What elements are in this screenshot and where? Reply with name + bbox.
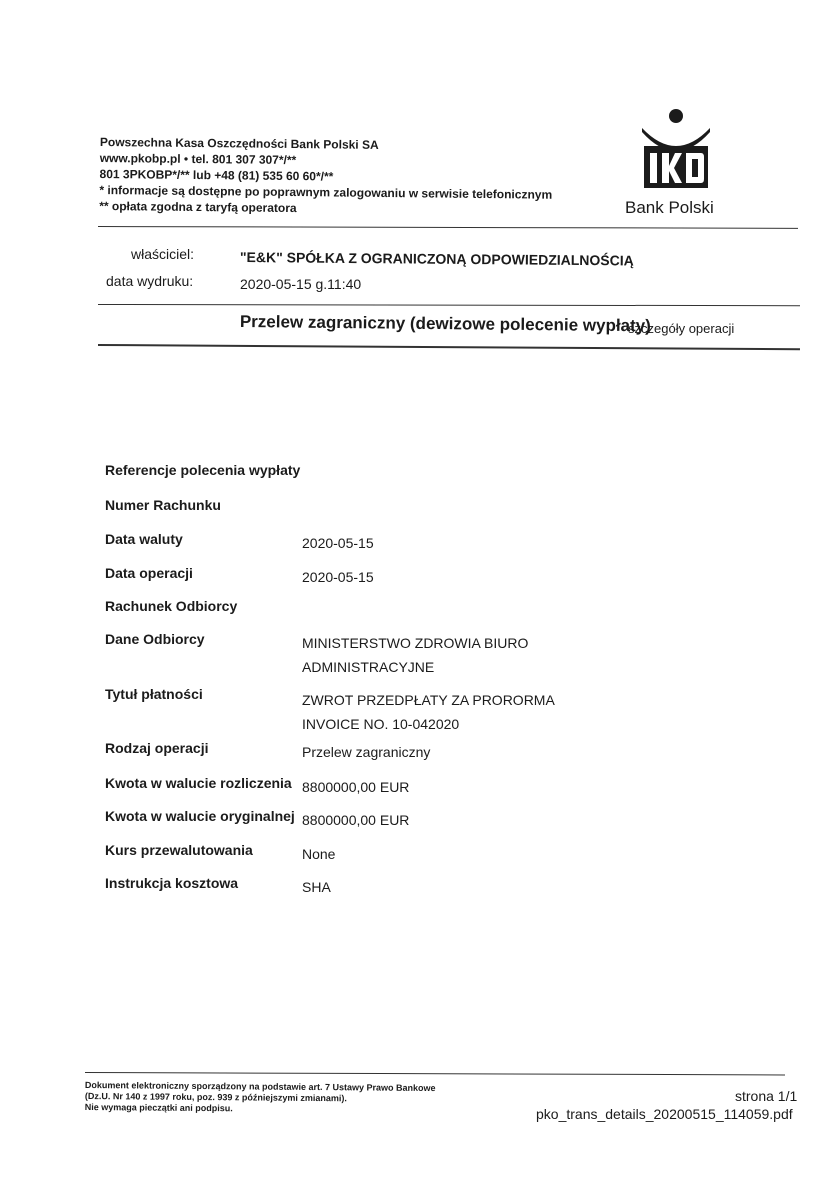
bank-header <box>99 134 570 219</box>
detail-value <box>302 740 430 764</box>
divider <box>98 344 800 350</box>
detail-label: Rodzaj operacji <box>105 740 209 756</box>
detail-label: Dane Odbiorcy <box>105 631 205 647</box>
detail-value <box>302 775 409 799</box>
detail-label: Tytuł płatności <box>105 686 203 702</box>
detail-value-line: 8800000,00 EUR <box>302 779 410 795</box>
detail-value <box>302 688 555 736</box>
detail-value-line: INVOICE NO. 10-042020 <box>302 716 460 732</box>
detail-label: Numer Rachunku <box>105 497 221 513</box>
divider <box>85 1072 785 1075</box>
detail-value-line: None <box>302 846 336 862</box>
header-line: Powszechna Kasa Oszczędności Bank Polski SA <box>99 134 379 152</box>
page-subtitle: szczegóły operacji <box>628 321 735 336</box>
page-title: Przelew zagraniczny (dewizowe polecenie wypłaty) <box>239 312 651 336</box>
detail-value-line: 8800000,00 EUR <box>302 812 410 828</box>
detail-label: Rachunek Odbiorcy <box>105 598 238 614</box>
file-name: pko_trans_details_20200515_114059.pdf <box>536 1106 793 1122</box>
detail-label: Kurs przewalutowania <box>105 842 253 858</box>
legal-note-line: Nie wymaga pieczątki ani podpisu. <box>84 1101 233 1114</box>
legal-note <box>85 1080 436 1116</box>
detail-value <box>302 565 374 589</box>
detail-value-line: ADMINISTRACYJNE <box>302 659 435 675</box>
print-date-value: 2020-05-15 g.11:40 <box>240 276 362 292</box>
detail-value-line: MINISTERSTWO ZDROWIA BIURO <box>302 635 529 651</box>
page-number: strona 1/1 <box>735 1088 798 1104</box>
header-line: ** opłata zgodna z taryfą operatora <box>99 198 297 216</box>
divider <box>98 304 800 306</box>
legal-note-line: Dokument elektroniczny sporządzony na podstawie art. 7 Ustawy Prawo Bankowe <box>84 1080 436 1094</box>
detail-label: Kwota w walucie oryginalnej <box>105 808 295 824</box>
detail-label: Data operacji <box>105 565 193 581</box>
detail-value <box>302 842 335 866</box>
detail-value-line: 2020-05-15 <box>302 569 374 585</box>
owner-label: właściciel: <box>131 246 195 262</box>
detail-value-line: ZWROT PRZEDPŁATY ZA PRORORMA <box>302 692 555 708</box>
detail-value <box>302 808 409 832</box>
detail-value-line: Przelew zagraniczny <box>302 744 431 760</box>
detail-label: Referencje polecenia wypłaty <box>105 462 301 478</box>
detail-label: Kwota w walucie rozliczenia <box>105 775 292 791</box>
detail-label: Data waluty <box>105 531 183 547</box>
legal-note-line: (Dz.U. Nr 140 z 1997 roku, poz. 939 z późniejszymi zmianami). <box>84 1090 347 1104</box>
detail-value <box>302 531 374 555</box>
owner-value: "E&K" SPÓŁKA Z OGRANICZONĄ ODPOWIEDZIALNOŚCIĄ <box>239 249 634 269</box>
bank-logo-text: Bank Polski <box>625 198 714 217</box>
print-date-label: data wydruku: <box>106 273 194 289</box>
detail-value <box>302 631 528 679</box>
detail-value-line: SHA <box>302 879 331 895</box>
header-line: www.pkobp.pl • tel. 801 307 307*/** <box>99 150 297 168</box>
detail-value-line: 2020-05-15 <box>302 535 374 551</box>
detail-value <box>302 875 331 899</box>
divider <box>98 226 798 229</box>
header-line: 801 3PKOBP*/** lub +48 (81) 535 60 60*/** <box>99 166 334 184</box>
detail-label: Instrukcja kosztowa <box>105 875 239 891</box>
header-line: * informacje są dostępne po poprawnym zalogowaniu w serwisie telefonicznym <box>99 182 553 202</box>
